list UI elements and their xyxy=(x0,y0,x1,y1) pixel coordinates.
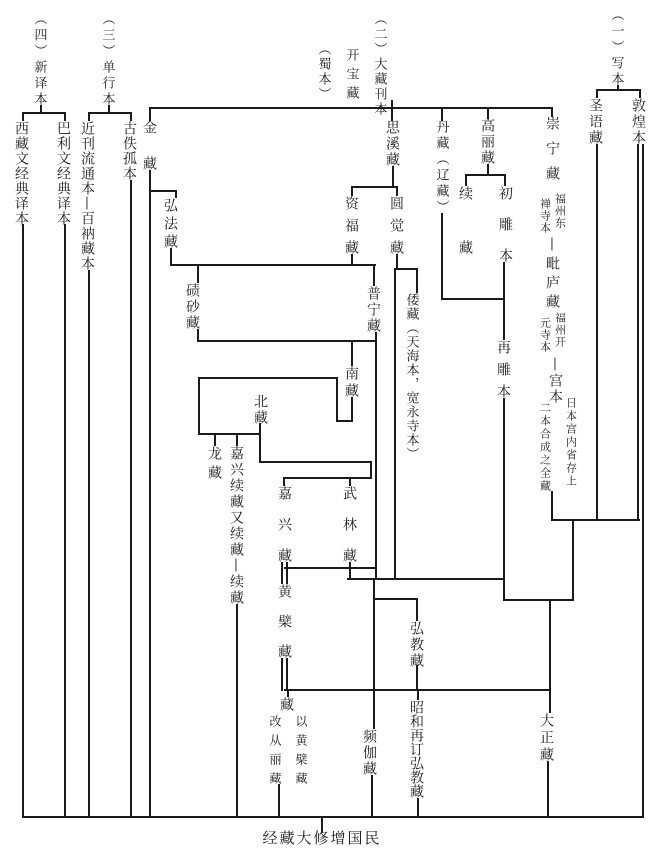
connector-line xyxy=(284,567,377,569)
connector-line xyxy=(394,268,396,580)
note-chansiben: 禅寺本 xyxy=(538,198,552,234)
connector-line xyxy=(551,491,553,521)
header-si-xinyiben: （四）新译本 xyxy=(31,12,47,108)
connector-line xyxy=(175,190,177,198)
hongfazang: 弘法藏 xyxy=(162,198,178,252)
shengyuzang: 圣语藏 xyxy=(587,98,603,146)
connector-line xyxy=(283,477,285,486)
jinkan-liutongben: 近刊流通本—百衲藏本 xyxy=(79,121,95,271)
connector-line xyxy=(596,89,598,98)
connector-line xyxy=(351,397,353,422)
dunhuangben: 敦煌本 xyxy=(630,98,646,146)
connector-line xyxy=(637,144,639,521)
connector-line xyxy=(465,174,467,186)
guyi-guben: 古佚孤本 xyxy=(121,121,137,181)
chongningzang: 崇宁藏 xyxy=(544,116,560,191)
connector-line xyxy=(417,798,419,818)
dazhengzang: 大正藏 xyxy=(538,713,554,764)
connector-line xyxy=(504,174,506,186)
piluzang: —毗庐藏 xyxy=(544,237,560,313)
connector-line xyxy=(347,578,505,580)
wulinzang: 武林藏 xyxy=(341,486,357,579)
connector-line xyxy=(198,377,338,379)
zaidiaoben: 再雕本 xyxy=(495,340,511,406)
connector-line xyxy=(64,112,66,121)
connector-line xyxy=(642,144,644,818)
connector-line xyxy=(351,340,353,366)
header-yi-xieben: （一）写本 xyxy=(608,8,624,88)
note-yuansiben: 元寺本 xyxy=(538,317,552,353)
jiaxing-xuzang: 嘉兴续藏又续藏—续藏 xyxy=(228,446,244,606)
connector-line xyxy=(149,170,151,818)
connector-line xyxy=(503,398,505,580)
connector-line xyxy=(351,186,353,196)
hongjiaozang: 弘教藏 xyxy=(408,621,424,669)
connector-line xyxy=(336,378,338,422)
note-riben-gongneisheng: 日本宫内省存上 xyxy=(564,397,578,488)
gongben: —宫本 xyxy=(547,357,563,405)
connector-line xyxy=(596,89,641,91)
connector-line xyxy=(287,689,289,697)
connector-line xyxy=(547,761,549,818)
bottom-title: 经藏大修增国民 xyxy=(262,829,382,847)
connector-line xyxy=(130,180,132,818)
header-san-danxingben: （三）单行本 xyxy=(99,12,115,108)
connector-line xyxy=(391,100,393,121)
gaolizang: 高丽藏 xyxy=(479,118,495,166)
baliwen-jingdian: 巴利文经典译本 xyxy=(55,121,71,226)
connector-line xyxy=(22,112,66,114)
connector-line xyxy=(441,298,505,300)
connector-line xyxy=(22,816,642,818)
connector-line xyxy=(465,174,506,176)
connector-line xyxy=(416,268,418,293)
longzang: 龙藏 xyxy=(206,446,222,484)
kaibaozang: 开宝藏 xyxy=(343,48,359,105)
yuanjuezang: 圆觉藏 xyxy=(388,196,404,262)
nanzang: 南藏 xyxy=(343,366,359,400)
connector-line xyxy=(416,598,418,621)
connector-line xyxy=(373,689,375,729)
connector-line xyxy=(572,519,574,601)
huangbozang: 黄檗藏 xyxy=(276,584,292,674)
connector-line xyxy=(64,224,66,818)
connector-line xyxy=(88,112,90,121)
connector-line xyxy=(88,112,132,114)
connector-line xyxy=(639,89,641,98)
wozang: 倭藏（天海本，宽永寺本） xyxy=(403,293,419,461)
connector-line xyxy=(198,433,261,435)
connector-line xyxy=(396,186,398,196)
connector-line xyxy=(375,332,377,580)
connector-line xyxy=(441,213,443,300)
note-fuzhoudong: 福州东 xyxy=(553,193,567,229)
connector-line xyxy=(214,433,216,446)
beizang: 北藏 xyxy=(252,394,268,426)
connector-line xyxy=(441,107,443,121)
connector-line xyxy=(373,264,375,286)
connector-line xyxy=(22,112,24,121)
connector-line xyxy=(336,420,353,422)
note-erben-hecheng: 二本合成之全藏 xyxy=(538,402,552,493)
connector-line xyxy=(549,599,551,713)
connector-line xyxy=(503,599,574,601)
connector-line xyxy=(170,264,376,266)
zhaohe-zaiding-hongjiaozang: 昭和再订弘教藏 xyxy=(408,700,424,798)
jinzang: 金藏 xyxy=(141,120,157,192)
connector-line xyxy=(417,689,419,700)
header-er-dazangkanben: （二）大藏刊本 xyxy=(371,12,387,117)
zifuzang: 资福藏 xyxy=(343,196,359,262)
qishazang: 碛砂藏 xyxy=(184,283,200,331)
gaoli-xuzang: 续藏 xyxy=(457,186,473,294)
jiaxingzang: 嘉兴藏 xyxy=(276,486,292,579)
puningzang: 普宁藏 xyxy=(365,286,381,334)
pinjiazang: 频伽藏 xyxy=(361,729,377,777)
xizangwen-jingdian: 西藏文经典译本 xyxy=(13,121,29,226)
connector-line xyxy=(373,598,418,600)
connector-line xyxy=(503,578,505,601)
connector-line xyxy=(149,107,151,121)
connector-line xyxy=(236,433,238,446)
connector-line xyxy=(283,477,372,479)
connector-line xyxy=(130,112,132,121)
connector-line xyxy=(503,298,505,340)
note-fuzhoukai: 福州开 xyxy=(553,312,567,348)
connector-line xyxy=(371,775,373,818)
connector-line xyxy=(349,477,351,486)
chudiaoben: 初雕本 xyxy=(497,186,513,279)
note-gaicong-lizang: 改从丽藏 xyxy=(268,715,282,791)
wanzang: 藏 xyxy=(278,697,294,711)
connector-line xyxy=(259,423,261,463)
connector-line xyxy=(351,186,398,188)
connector-line xyxy=(197,340,377,342)
connector-line xyxy=(88,270,90,818)
connector-line xyxy=(259,461,372,463)
shuben: （蜀本） xyxy=(315,42,331,102)
sixizang: 思溪藏 xyxy=(384,120,400,168)
connector-line xyxy=(394,268,418,270)
connector-line xyxy=(198,377,200,435)
connector-line xyxy=(596,144,598,521)
connector-line xyxy=(149,107,553,109)
connector-line xyxy=(197,264,199,283)
connector-line xyxy=(392,166,394,188)
danzang-liaozang: 丹藏（辽藏） xyxy=(433,120,449,216)
note-yi-huangbozang: 以黄檗藏 xyxy=(294,715,308,791)
connector-line xyxy=(236,604,238,818)
connector-line xyxy=(22,224,24,818)
connector-line xyxy=(373,578,375,691)
